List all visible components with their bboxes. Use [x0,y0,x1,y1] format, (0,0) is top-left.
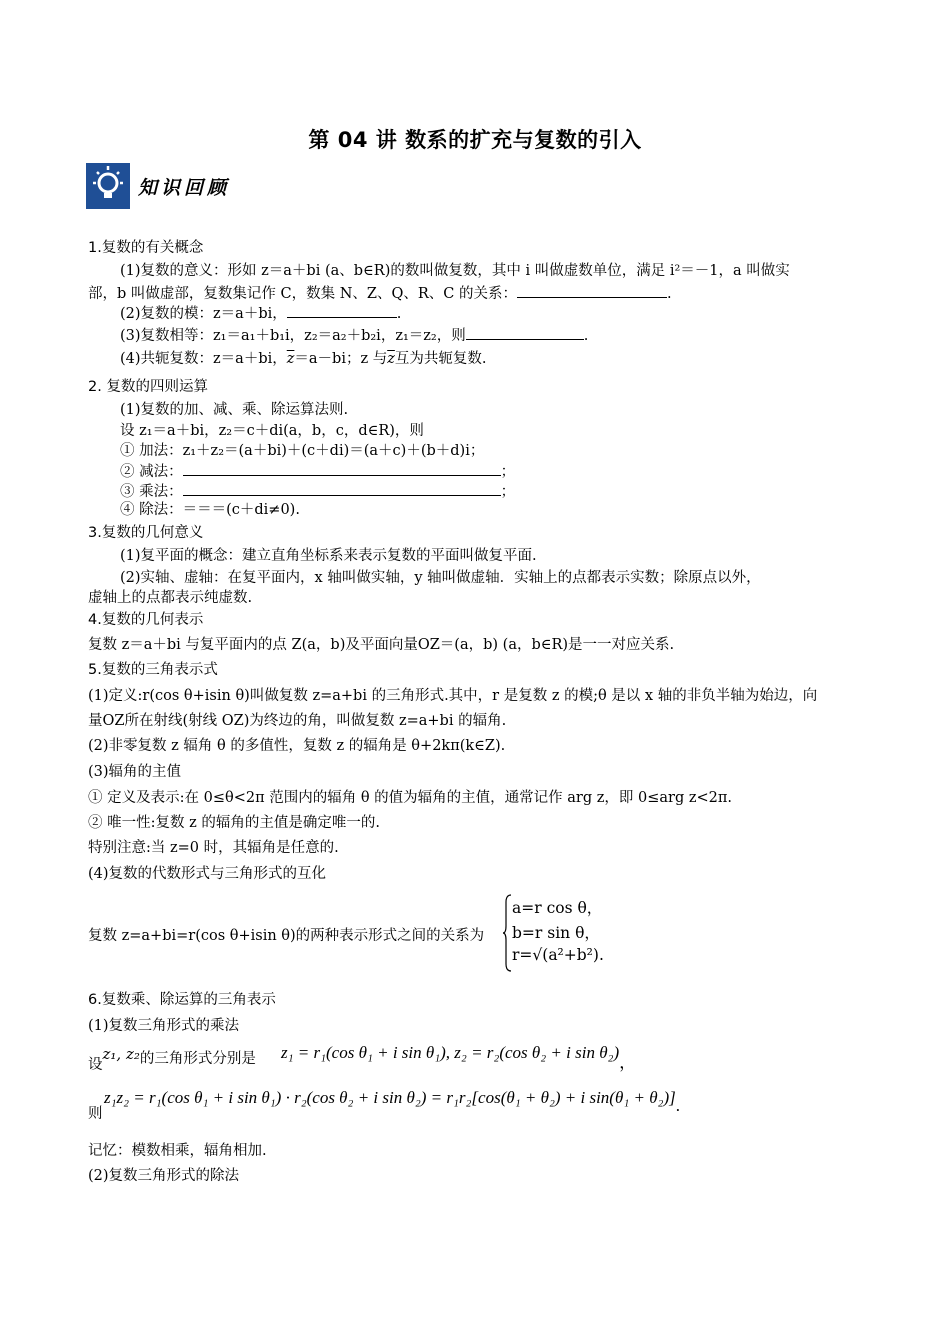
section-6-heading: 6.复数乘、除运算的三角表示 [88,992,276,1008]
s5-line-9: 复数 z=a+bi=r(cos θ+isin θ)的两种表示形式之间的关系为 [88,928,485,944]
conjugate-z-2: $\overline{z}$ [387,351,395,367]
section-3-heading: 3.复数的几何意义 [88,525,204,541]
s2-line-4 [120,461,515,482]
conjugate-z: $\overline{z}$ [286,351,295,367]
banner-label: 知识回顾 [138,176,231,199]
s1-line-4 [120,325,588,346]
s1-line-3-end: . [396,306,402,322]
section-5-heading: 5.复数的三角表示式 [88,662,218,678]
answer-blank [183,461,501,476]
s6-line-1: (1)复数三角形式的乘法 [88,1018,240,1034]
s6-line-2 [88,1045,256,1075]
s2-line-2: 设 z₁＝a＋bi，z₂＝c＋di(a，b，c，d∈R)，则 [120,423,424,439]
product-formula [104,1088,680,1115]
s6-line-2-text: 的三角形式分别是 [139,1051,256,1067]
formula-1-end: ， [619,1053,637,1072]
s2-line-5 [120,481,515,502]
s5-line-8: (4)复数的代数形式与三角形式的互化 [88,866,327,882]
s1-line-5-text: (4)共轭复数：z＝a＋bi， [120,351,287,367]
section-4-heading: 4.复数的几何表示 [88,612,204,628]
s1-line-4-text: (3)复数相等：z₁＝a₁＋b₁i，z₂＝a₂＋b₂i，z₁＝z₂，则 [120,328,466,344]
trig-form-formula [281,1038,637,1072]
s1-line-2-text: 部，b 叫做虚部，复数集记作 C，数集 N、Z、Q、R、C 的关系： [88,286,517,302]
z1-z2: z₁, z₂ [102,1045,140,1063]
product-formula-text: z₁z₂ = r₁(cos θ₁ + i sin θ₁) · r₂(cos θ₂ + i sin θ₂) = r₁r₂[cos(θ₁ + θ₂) + i sin(θ₁ + θ₂)] [104,1088,676,1107]
s2-line-3: ① 加法：z₁＋z₂＝(a＋bi)＋(c＋di)＝(a＋c)＋(b＋d)i； [120,443,485,459]
section-banner [86,162,230,210]
trig-form-text: z₁ = r₁(cos θ₁ + i sin θ₁), z₂ = r₂(cos θ₂ + i sin θ₂) [281,1043,620,1062]
s5-line-4: (3)辐角的主值 [88,764,182,780]
s6-line-4: 记忆：模数相乘，辐角相加. [88,1143,267,1159]
s5-line-2: 量OZ所在射线(射线 OZ)为终边的角，叫做复数 z=a+bi 的辐角. [88,713,507,729]
s1-line-3-text: (2)复数的模：z＝a＋bi， [120,306,287,322]
s2-sep-2: ； [500,484,516,500]
s1-line-5-mid: ＝a－bi；z 与 [294,351,388,367]
section-1-heading: 1.复数的有关概念 [88,240,204,256]
s1-line-2 [88,283,672,304]
s3-line-3: 虚轴上的点都表示纯虚数. [88,590,253,606]
answer-blank [183,481,501,496]
s6-line-5: (2)复数三角形式的除法 [88,1168,240,1184]
s6-line-3: 则 [88,1106,103,1122]
section-2-heading: 2. 复数的四则运算 [88,379,208,395]
s2-subtract-label: ② 减法： [120,464,183,480]
s2-sep-1: ； [500,464,516,480]
conversion-system [503,894,633,972]
lightbulb-icon [86,163,130,209]
s2-multiply-label: ③ 乘法： [120,484,183,500]
s4-line-1: 复数 z＝a＋bi 与复平面内的点 Z(a，b)及平面向量OZ＝(a，b) (a，b∈R)是一一对应关系. [88,637,675,653]
s3-line-1: (1)复平面的概念：建立直角坐标系来表示复数的平面叫做复平面. [120,548,537,564]
equation-a: a=r cos θ， [512,899,603,917]
s1-line-1: (1)复数的意义：形如 z＝a＋bi (a、b∈R)的数叫做复数，其中 i 叫做虚数单位，满足 i²＝－1，a 叫做实 [120,263,790,279]
s5-line-3: (2)非零复数 z 辐角 θ 的多值性，复数 z 的辐角是 θ+2kπ(k∈Z). [88,738,506,754]
equation-r: r=√(a²+b²). [512,946,604,964]
s1-line-5-end: 互为共轭复数. [394,351,487,367]
s1-line-3 [120,303,401,324]
s2-line-1: (1)复数的加、减、乘、除运算法则. [120,402,349,418]
s3-line-2: (2)实轴、虚轴：在复平面内，x 轴叫做实轴，y 轴叫做虚轴．实轴上的点都表示实数；除原点以外， [120,570,761,586]
s2-line-6: ④ 除法：＝＝＝(c＋di≠0). [120,502,300,518]
answer-blank [466,325,584,340]
s5-line-7: 特别注意:当 z=0 时，其辐角是任意的. [88,840,339,856]
answer-blank [287,303,397,318]
s1-line-4-end: . [583,328,589,344]
s5-line-5: ① 定义及表示:在 0≤θ<2π 范围内的辐角 θ 的值为辐角的主值，通常记作 arg z，即 0≤arg z<2π. [88,790,732,806]
formula-2-end: . [675,1096,680,1115]
s6-line-2-prefix: 设 [88,1057,103,1073]
page-title: 第 04 讲 数系的扩充与复数的引入 [308,128,642,152]
s1-line-5 [120,349,486,369]
s5-line-6: ② 唯一性:复数 z 的辐角的主值是确定唯一的. [88,815,380,831]
equation-b: b=r sin θ， [512,924,600,942]
s1-line-2-end: . [666,286,672,302]
answer-blank [517,283,667,298]
s5-line-1: (1)定义:r(cos θ+isin θ)叫做复数 z=a+bi 的三角形式.其中，r 是复数 z 的模;θ 是以 x 轴的非负半轴为始边，向 [88,688,818,704]
